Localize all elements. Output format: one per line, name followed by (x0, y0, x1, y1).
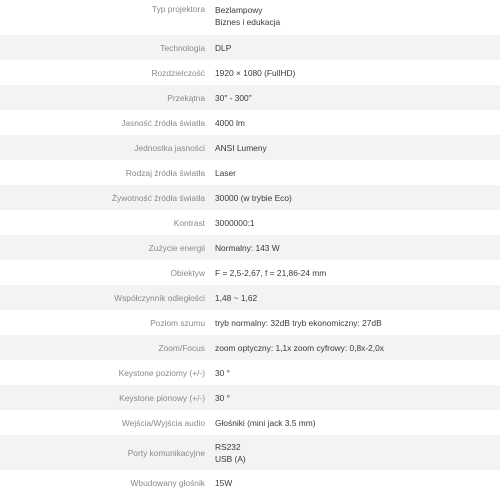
spec-value: Głośniki (mini jack 3.5 mm) (215, 417, 316, 428)
spec-value: 30" - 300" (215, 92, 252, 103)
spec-row-typ-projektora (0, 0, 500, 35)
spec-label: Keystone pionowy (+/-) (119, 392, 205, 403)
spec-label: Poziom szumu (150, 317, 205, 328)
spec-value (215, 4, 500, 28)
spec-row-poziom-szumu (0, 310, 500, 335)
spec-label: Jednostka jasności (134, 142, 205, 153)
spec-value: 3000000:1 (215, 217, 255, 228)
spec-value: 15W (215, 477, 233, 488)
spec-label: Kontrast (173, 217, 205, 228)
spec-label: Typ projektora (151, 4, 205, 14)
spec-label: Żywotność źródła światła (111, 192, 205, 203)
spec-value-line: USB (A) (215, 453, 246, 464)
spec-row-rodzaj-zrodla (0, 160, 500, 185)
spec-label: Wejścia/Wyjścia audio (121, 417, 205, 428)
spec-row-rozdzielczosc (0, 60, 500, 85)
spec-label: Obiektyw (170, 267, 205, 278)
spec-row-wejscia-wyjscia-audio (0, 410, 500, 435)
spec-row-kontrast (0, 210, 500, 235)
spec-value: 1,48 ~ 1,62 (215, 292, 258, 303)
spec-row-przekatna (0, 85, 500, 110)
spec-value-line: RS232 (215, 441, 241, 452)
spec-label: Rodzaj źródła światła (125, 167, 205, 178)
spec-value: 30 ° (215, 392, 230, 403)
spec-row-technologia (0, 35, 500, 60)
spec-row-obiektyw (0, 260, 500, 285)
spec-row-zuzycie-energii (0, 235, 500, 260)
spec-value: Laser (215, 167, 236, 178)
spec-row-porty-komunikacyjne (0, 435, 500, 470)
spec-row-jednostka-jasnosci (0, 135, 500, 160)
spec-label: Zużycie energii (148, 242, 205, 253)
spec-label: Jasność źródła światła (121, 117, 205, 128)
spec-label: Technologia (160, 42, 205, 53)
spec-row-keystone-pionowy (0, 385, 500, 410)
spec-value: zoom optyczny: 1,1x zoom cyfrowy: 0,8x-2,0x (215, 342, 384, 353)
spec-value-line: Biznes i edukacja (215, 17, 281, 27)
spec-value: 30 ° (215, 367, 230, 378)
spec-label: Wbudowany głośnik (130, 477, 205, 488)
spec-value: 1920 × 1080 (FullHD) (215, 67, 296, 78)
spec-label: Współczynnik odległości (114, 292, 205, 303)
spec-row-wbudowany-glosnik (0, 470, 500, 495)
spec-value: Normalny: 143 W (215, 242, 280, 253)
spec-label: Rozdzielczość (151, 67, 205, 78)
spec-row-wspolczynnik-odleglosci (0, 285, 500, 310)
spec-row-keystone-poziomy (0, 360, 500, 385)
spec-value: tryb normalny: 32dB tryb ekonomiczny: 27dB (215, 317, 382, 328)
spec-value: 4000 lm (215, 117, 245, 128)
spec-value: ANSI Lumeny (215, 142, 267, 153)
spec-row-zoom-focus (0, 335, 500, 360)
spec-value: DLP (215, 42, 232, 53)
spec-label: Przekątna (167, 92, 205, 103)
spec-value: F = 2,5-2,67, f = 21,86-24 mm (215, 267, 327, 278)
spec-value (215, 441, 500, 465)
spec-row-zywotnosc (0, 185, 500, 210)
spec-row-jasnosc (0, 110, 500, 135)
spec-label: Zoom/Focus (158, 342, 205, 353)
spec-value-line: Bezlampowy (215, 5, 263, 15)
spec-label: Porty komunikacyjne (127, 447, 205, 458)
spec-label: Keystone poziomy (+/-) (118, 367, 205, 378)
spec-value: 30000 (w trybie Eco) (215, 192, 292, 203)
